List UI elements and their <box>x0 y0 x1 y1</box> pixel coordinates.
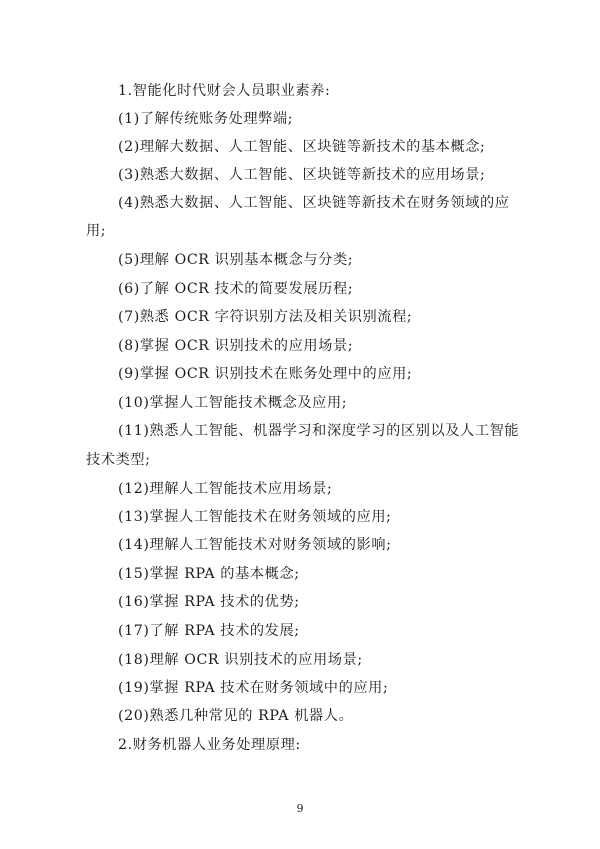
text-line: (12)理解人工智能技术应用场景; <box>118 481 333 497</box>
text-line-continuation: 用; <box>86 223 107 239</box>
text-line-continuation: 技术类型; <box>86 452 151 468</box>
text-line: (11)熟悉人工智能、机器学习和深度学习的区别以及人工智能 <box>118 423 520 439</box>
section-heading-2: 2.财务机器人业务处理原理: <box>118 737 301 753</box>
text-line: (16)掌握 RPA 技术的优势; <box>118 594 300 610</box>
text-line: (13)掌握人工智能技术在财务领域的应用; <box>118 509 392 525</box>
text-line: (5)理解 OCR 识别基本概念与分类; <box>118 252 354 268</box>
text-line: (9)掌握 OCR 识别技术在账务处理中的应用; <box>118 366 413 382</box>
text-line: (3)熟悉大数据、人工智能、区块链等新技术的应用场景; <box>118 167 486 183</box>
text-line: (4)熟悉大数据、人工智能、区块链等新技术在财务领域的应 <box>118 195 510 211</box>
text-line: (10)掌握人工智能技术概念及应用; <box>118 395 348 411</box>
section-heading-1: 1.智能化时代财会人员职业素养: <box>118 83 331 99</box>
text-line: (1)了解传统账务处理弊端; <box>118 111 294 127</box>
text-line: (8)掌握 OCR 识别技术的应用场景; <box>118 338 354 354</box>
text-line: (20)熟悉几种常见的 RPA 机器人。 <box>118 708 354 724</box>
text-line: (17)了解 RPA 技术的发展; <box>118 623 300 639</box>
page-number: 9 <box>296 802 304 815</box>
text-line: (6)了解 OCR 技术的简要发展历程; <box>118 281 354 297</box>
text-line: (14)理解人工智能技术对财务领域的影响; <box>118 537 392 553</box>
text-line: (2)理解大数据、人工智能、区块链等新技术的基本概念; <box>118 139 486 155</box>
text-line: (7)熟悉 OCR 字符识别方法及相关识别流程; <box>118 309 413 325</box>
text-line: (15)掌握 RPA 的基本概念; <box>118 566 300 582</box>
text-line: (19)掌握 RPA 技术在财务领域中的应用; <box>118 680 389 696</box>
text-line: (18)理解 OCR 识别技术的应用场景; <box>118 652 363 668</box>
